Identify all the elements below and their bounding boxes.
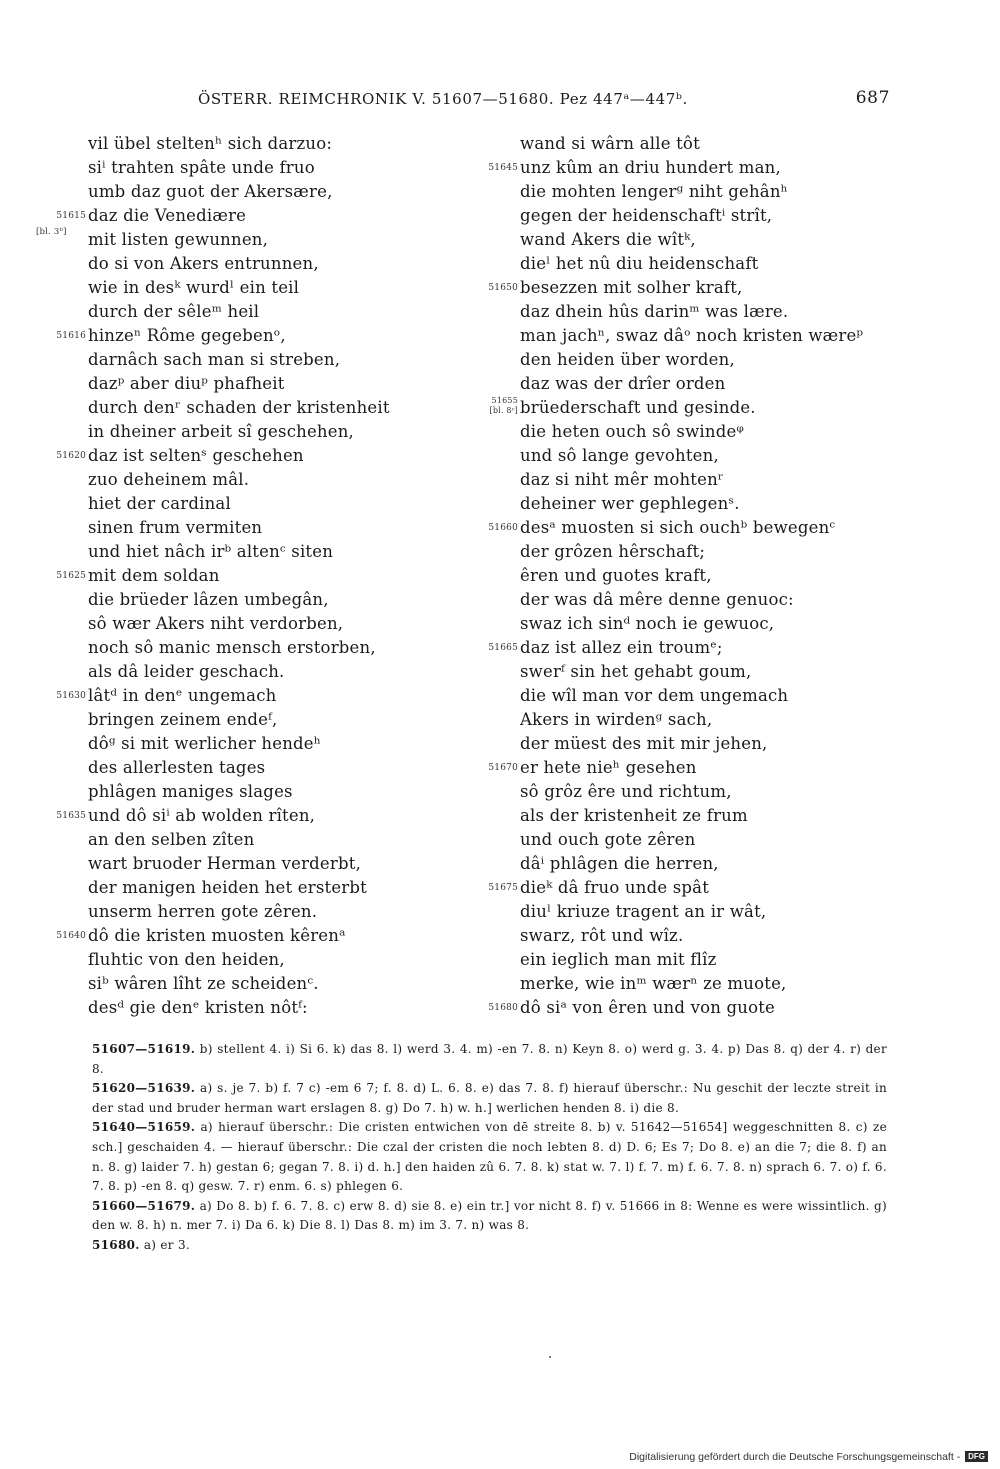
verse-text: und hiet nâch irᵇ altenᶜ siten (88, 542, 334, 561)
verse-text: in dheiner arbeit sî geschehen, (88, 422, 354, 441)
note-block (42, 1079, 887, 1118)
verse-line (56, 444, 488, 468)
verse-line (88, 636, 488, 660)
verse-text: fluhtic von den heiden, (88, 950, 285, 969)
left-verse-column (36, 132, 488, 1020)
line-number: 51645 (488, 163, 518, 173)
line-number: 51680 (488, 1003, 518, 1013)
verse-text: daz dhein hûs darinᵐ was lære. (520, 302, 789, 321)
verse-text: umb daz guot der Akersære, (88, 182, 333, 201)
verse-text: die heten ouch sô swindeᵠ (520, 422, 744, 441)
note-block (42, 1040, 887, 1079)
verse-line (88, 612, 488, 636)
verse-text: Akers in wirdenᵍ sach, (520, 710, 713, 729)
verse-text: er hete nieʰ gesehen (520, 758, 697, 777)
verse-text: und sô lange gevohten, (520, 446, 719, 465)
verse-text: dô die kristen muosten kêrenᵃ (88, 926, 346, 945)
verse-text: daz ist allez ein troumᵉ; (520, 638, 723, 657)
verse-line (36, 227, 488, 252)
verse-text: hiet der cardinal (88, 494, 231, 513)
note-range: 51660—51679. (92, 1198, 196, 1213)
verse-line (56, 684, 488, 708)
verse-line (520, 852, 920, 876)
verse-text: swerᶠ sin het gehabt goum, (520, 662, 752, 681)
verse-text: êren und guotes kraft, (520, 566, 712, 585)
verse-text: sinen frum vermiten (88, 518, 263, 537)
header-title: ÖSTERR. REIMCHRONIK V. 51607—51680. Pez 447ᵃ—447ᵇ. (198, 90, 688, 108)
note-range: 51607—51619. (92, 1042, 196, 1056)
verse-line (520, 972, 920, 996)
verse-text: sô wær Akers niht verdorben, (88, 614, 344, 633)
verse-line (520, 588, 920, 612)
verse-line (88, 900, 488, 924)
verse-text: dieᵏ dâ fruo unde spât (520, 878, 710, 897)
verse-text: darnâch sach man si streben, (88, 350, 341, 369)
verse-line (520, 204, 920, 228)
verse-line (88, 540, 488, 564)
line-number: 51630 (56, 691, 86, 701)
verse-text: durch denʳ schaden der kristenheit (88, 398, 390, 417)
note-text: a) er 3. (139, 1237, 191, 1252)
verse-text: man jachⁿ, swaz dâᵒ noch kristen wæreᵖ (520, 326, 864, 345)
note-text: a) Do 8. b) f. 6. 7. 8. c) erw 8. d) sie 8. e) ein tr.] vor nicht 8. f) v. 51666 in 8: Wenne es were wissintlich. g) den w. 8. h) n. mer 7. i) Da 6. k) Die 8. l) Das 8. m) im 3. 7. n) was 8. (92, 1198, 887, 1233)
verse-text: als der kristenheit ze frum (520, 806, 748, 825)
verse-line (488, 276, 920, 300)
verse-line (88, 516, 488, 540)
verse-text: brüederschaft und gesinde. (520, 398, 756, 417)
verse-text: und ouch gote zêren (520, 830, 696, 849)
verse-text: der müest des mit mir jehen, (520, 734, 768, 753)
verse-text: als dâ leider geschach. (88, 662, 285, 681)
verse-line (88, 828, 488, 852)
verse-line (88, 276, 488, 300)
verse-text: des allerlesten tages (88, 758, 266, 777)
verse-line (520, 804, 920, 828)
verse-line (520, 732, 920, 756)
line-number: 51660 (488, 523, 518, 533)
verse-line (520, 228, 920, 252)
verse-text: swaz ich sinᵈ noch ie gewuoc, (520, 614, 775, 633)
verse-text: die mohten lengerᵍ niht gehânʰ (520, 182, 789, 201)
verse-line (88, 156, 488, 180)
verse-text: siᵇ wâren lîht ze scheidenᶜ. (88, 974, 319, 993)
verse-line (88, 972, 488, 996)
verse-line (488, 516, 920, 540)
verse-text: an den selben zîten (88, 830, 255, 849)
verse-text: der manigen heiden het ersterbt (88, 878, 367, 897)
verse-line (88, 780, 488, 804)
page-number: 687 (855, 88, 890, 108)
verse-line (88, 372, 488, 396)
verse-line (88, 852, 488, 876)
verse-text: daz die Venediære (88, 206, 247, 225)
verse-line (88, 588, 488, 612)
verse-line (520, 828, 920, 852)
digitization-footer (629, 1451, 988, 1463)
footer-text: Digitalisierung gefördert durch die Deutsche Forschungsgemeinschaft - (629, 1451, 961, 1463)
verse-line (520, 252, 920, 276)
verse-line (520, 444, 920, 468)
verse-text: mit dem soldan (88, 566, 220, 585)
line-number: 51620 (56, 451, 86, 461)
verse-line (520, 492, 920, 516)
verse-line (520, 612, 920, 636)
verse-line (88, 396, 488, 420)
verse-line (88, 996, 488, 1020)
note-text: b) stellent 4. i) Si 6. k) das 8. l) werd 3. 4. m) -en 7. 8. n) Keyn 8. o) werd g. 3. 4. p) Das 8. q) der 4. r) der 8. (92, 1042, 887, 1076)
line-number: 51655 [bl. 8ᶜ] (489, 396, 518, 415)
verse-line (56, 564, 488, 588)
note-range: 51620—51639. (92, 1081, 196, 1096)
verse-text: sô grôz êre und richtum, (520, 782, 732, 801)
line-number: 51650 (488, 283, 518, 293)
note-block (42, 1118, 887, 1196)
line-number: 51670 (488, 763, 518, 773)
verse-line (520, 348, 920, 372)
verse-line (56, 204, 488, 228)
line-number: 51625 (56, 571, 86, 581)
verse-text: die brüeder lâzen umbegân, (88, 590, 329, 609)
note-range: 51680. (92, 1237, 140, 1252)
verse-line (520, 372, 920, 396)
line-number: 51616 (56, 331, 86, 341)
verse-text: bringen zeinem endeᶠ, (88, 710, 278, 729)
verse-text: unserm herren gote zêren. (88, 902, 318, 921)
verse-line (520, 324, 920, 348)
verse-line (56, 804, 488, 828)
verse-line (88, 132, 488, 156)
line-number: 51640 (56, 931, 86, 941)
verse-text: und dô siⁱ ab wolden rîten, (88, 806, 316, 825)
line-number: 51615 (56, 211, 86, 221)
running-header (60, 90, 890, 112)
verse-text: do si von Akers entrunnen, (88, 254, 319, 273)
verse-line (520, 468, 920, 492)
verse-line (56, 324, 488, 348)
verse-line (56, 924, 488, 948)
note-range: 51640—51659. (92, 1120, 196, 1135)
verse-text: den heiden über worden, (520, 350, 735, 369)
verse-line (520, 708, 920, 732)
verse-text: phlâgen maniges slages (88, 782, 293, 801)
note-text: a) hierauf überschr.: Die cristen entwichen von dē streite 8. b) v. 51642—51654] weggeschnitten 8. c) ze sch.] geschaiden 4. — hierauf überschr.: Die czal der cristen die noch lebten 8. d) D. 6; Es 7; Do 8. e) an die 7; die 8. f) an n. 8. g) laider 7. h) gestan 6; gegan 7. 8. i) d. h.] den haiden zû 6. 7. 8. k) stat w. 7. l) f. 7. m) f. 6. 7. 8. n) sprach 6. 7. o) f. 6. 7. 8. p) -en 8. q) gesw. 7. r) enm. 6. s) phlegen 6. (92, 1120, 887, 1194)
verse-text: besezzen mit solher kraft, (520, 278, 743, 297)
apparatus-notes (42, 1040, 887, 1256)
verse-line (520, 924, 920, 948)
verse-line (88, 756, 488, 780)
verse-text: dâⁱ phlâgen die herren, (520, 854, 719, 873)
verse-line (88, 708, 488, 732)
verse-text: noch sô manic mensch erstorben, (88, 638, 376, 657)
verse-line (88, 252, 488, 276)
verse-line (88, 420, 488, 444)
verse-text: wand Akers die wîtᵏ, (520, 230, 696, 249)
verse-text: daz was der drîer orden (520, 374, 726, 393)
verse-text: durch der sêleᵐ heil (88, 302, 260, 321)
verse-line (520, 780, 920, 804)
verse-text: wie in desᵏ wurdˡ ein teil (88, 278, 300, 297)
verse-text: hinzeⁿ Rôme gegebenᵒ, (88, 326, 286, 345)
verse-text: der grôzen hêrschaft; (520, 542, 706, 561)
page-speck (549, 1356, 551, 1358)
verse-text: der was dâ mêre denne genuoc: (520, 590, 794, 609)
verse-text: zuo deheinem mâl. (88, 470, 250, 489)
verse-line (488, 996, 920, 1020)
verse-line (488, 636, 920, 660)
verse-line (88, 492, 488, 516)
verse-line (520, 660, 920, 684)
verse-text: swarz, rôt und wîz. (520, 926, 684, 945)
verse-line (520, 180, 920, 204)
verse-line (88, 948, 488, 972)
verse-text: wart bruoder Herman verderbt, (88, 854, 362, 873)
verse-text: gegen der heidenschaftⁱ strît, (520, 206, 773, 225)
verse-text: dazᵖ aber diuᵖ phafheit (88, 374, 285, 393)
verse-text: merke, wie inᵐ wærⁿ ze muote, (520, 974, 787, 993)
verse-text: die wîl man vor dem ungemach (520, 686, 789, 705)
note-text: a) s. je 7. b) f. 7 c) -em 6 7; f. 8. d) L. 6. 8. e) das 7. 8. f) hierauf überschr.: Nu geschit der leczte streit in der stad und bruder herman wart erslagen 8. g) Do 7. h) w. h.] werlichen henden 8. i) die 8. (92, 1081, 887, 1115)
verse-line (88, 348, 488, 372)
line-number: [bl. 3ᵇ] (36, 227, 67, 237)
verse-text: dô siᵃ von êren und von guote (520, 998, 776, 1017)
verse-line (520, 420, 920, 444)
verse-line (88, 876, 488, 900)
verse-text: daz ist seltenˢ geschehen (88, 446, 304, 465)
note-block (42, 1236, 887, 1256)
verse-line (520, 300, 920, 324)
verse-line (520, 900, 920, 924)
verse-line (488, 156, 920, 180)
verse-line (520, 564, 920, 588)
verse-text: unz kûm an driu hundert man, (520, 158, 781, 177)
verse-text: lâtᵈ in denᵉ ungemach (88, 686, 277, 705)
verse-line (520, 684, 920, 708)
note-block (42, 1197, 887, 1236)
verse-text: siⁱ trahten spâte unde fruo (88, 158, 315, 177)
verse-line (88, 660, 488, 684)
line-number: 51635 (56, 811, 86, 821)
verse-line (488, 876, 920, 900)
dfg-logo: DFG (965, 1451, 988, 1462)
verse-text: desᵈ gie denᵉ kristen nôtᶠ: (88, 998, 308, 1017)
verse-line (88, 300, 488, 324)
verse-line (489, 396, 920, 420)
verse-line (488, 756, 920, 780)
verse-text: mit listen gewunnen, (88, 230, 269, 249)
verse-text: ein ieglich man mit flîz (520, 950, 717, 969)
verse-text: vil übel steltenʰ sich darzuo: (88, 134, 333, 153)
verse-line (88, 732, 488, 756)
verse-line (88, 468, 488, 492)
line-number: 51665 (488, 643, 518, 653)
verse-line (88, 180, 488, 204)
verse-text: wand si wârn alle tôt (520, 134, 700, 153)
verse-text: dieˡ het nû diu heidenschaft (520, 254, 759, 273)
verse-line (520, 132, 920, 156)
verse-text: dôᵍ si mit werlicher hendeʰ (88, 734, 322, 753)
verse-line (520, 948, 920, 972)
verse-text: diuˡ kriuze tragent an ir wât, (520, 902, 767, 921)
verse-text: daz si niht mêr mohtenʳ (520, 470, 724, 489)
verse-text: deheiner wer gephlegenˢ. (520, 494, 740, 513)
right-verse-column (488, 132, 920, 1020)
verse-text: desᵃ muosten si sich ouchᵇ bewegenᶜ (520, 518, 836, 537)
verse-line (520, 540, 920, 564)
line-number: 51675 (488, 883, 518, 893)
